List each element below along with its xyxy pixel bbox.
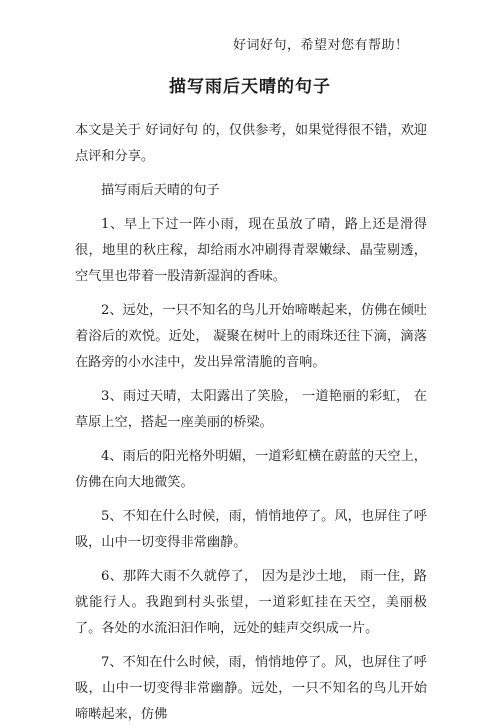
sentence-item-6: 6、那阵大雨不久就停了， 因为是沙土地， 雨一住，路就能行人。我跑到村头张望，一道彩虹挂在天空，美丽极了。各处的水流汩汩作响，远处的蛙声交织成一片。 xyxy=(75,569,427,636)
page-title: 描写雨后天晴的句子 xyxy=(169,77,331,97)
sentence-item-2: 2、远处，一只不知名的鸟儿开始啼啭起来，仿佛在倾吐着浴后的欢悦。近处， 凝聚在树叶上的雨珠还往下滴，滴落在路旁的小水洼中，发出异常清脆的音响。 xyxy=(75,303,427,370)
section-subheading: 描写雨后天晴的句子 xyxy=(101,183,220,198)
header-note: 好词好句，希望对您有帮助！ xyxy=(233,38,409,53)
sentence-item-3: 3、雨过天晴，太阳露出了笑脸， 一道艳丽的彩虹， 在草原上空，搭起一座美丽的桥梁。 xyxy=(75,389,427,430)
sentence-item-5: 5、不知在什么时候，雨，悄悄地停了。风，也屏住了呼吸，山中一切变得非常幽静。 xyxy=(75,509,427,550)
sentence-item-1: 1、早上下过一阵小雨，现在虽放了晴，路上还是滑得很，地里的秋庄稼，却给雨水冲刷得青翠嫩绿、晶莹剔透，空气里也带着一股清新湿润的香味。 xyxy=(75,217,427,284)
document-body xyxy=(75,118,427,728)
sentence-item-4: 4、雨后的阳光格外明媚，一道彩虹横在蔚蓝的天空上，仿佛在向大地微笑。 xyxy=(75,449,427,490)
sentence-item-7: 7、不知在什么时候，雨，悄悄地停了。风，也屏住了呼吸，山中一切变得非常幽静。远处，一只不知名的鸟儿开始啼啭起来，仿佛 xyxy=(75,655,427,722)
intro-paragraph: 本文是关于 好词好句 的，仅供参考，如果觉得很不错，欢迎点评和分享。 xyxy=(75,123,427,164)
